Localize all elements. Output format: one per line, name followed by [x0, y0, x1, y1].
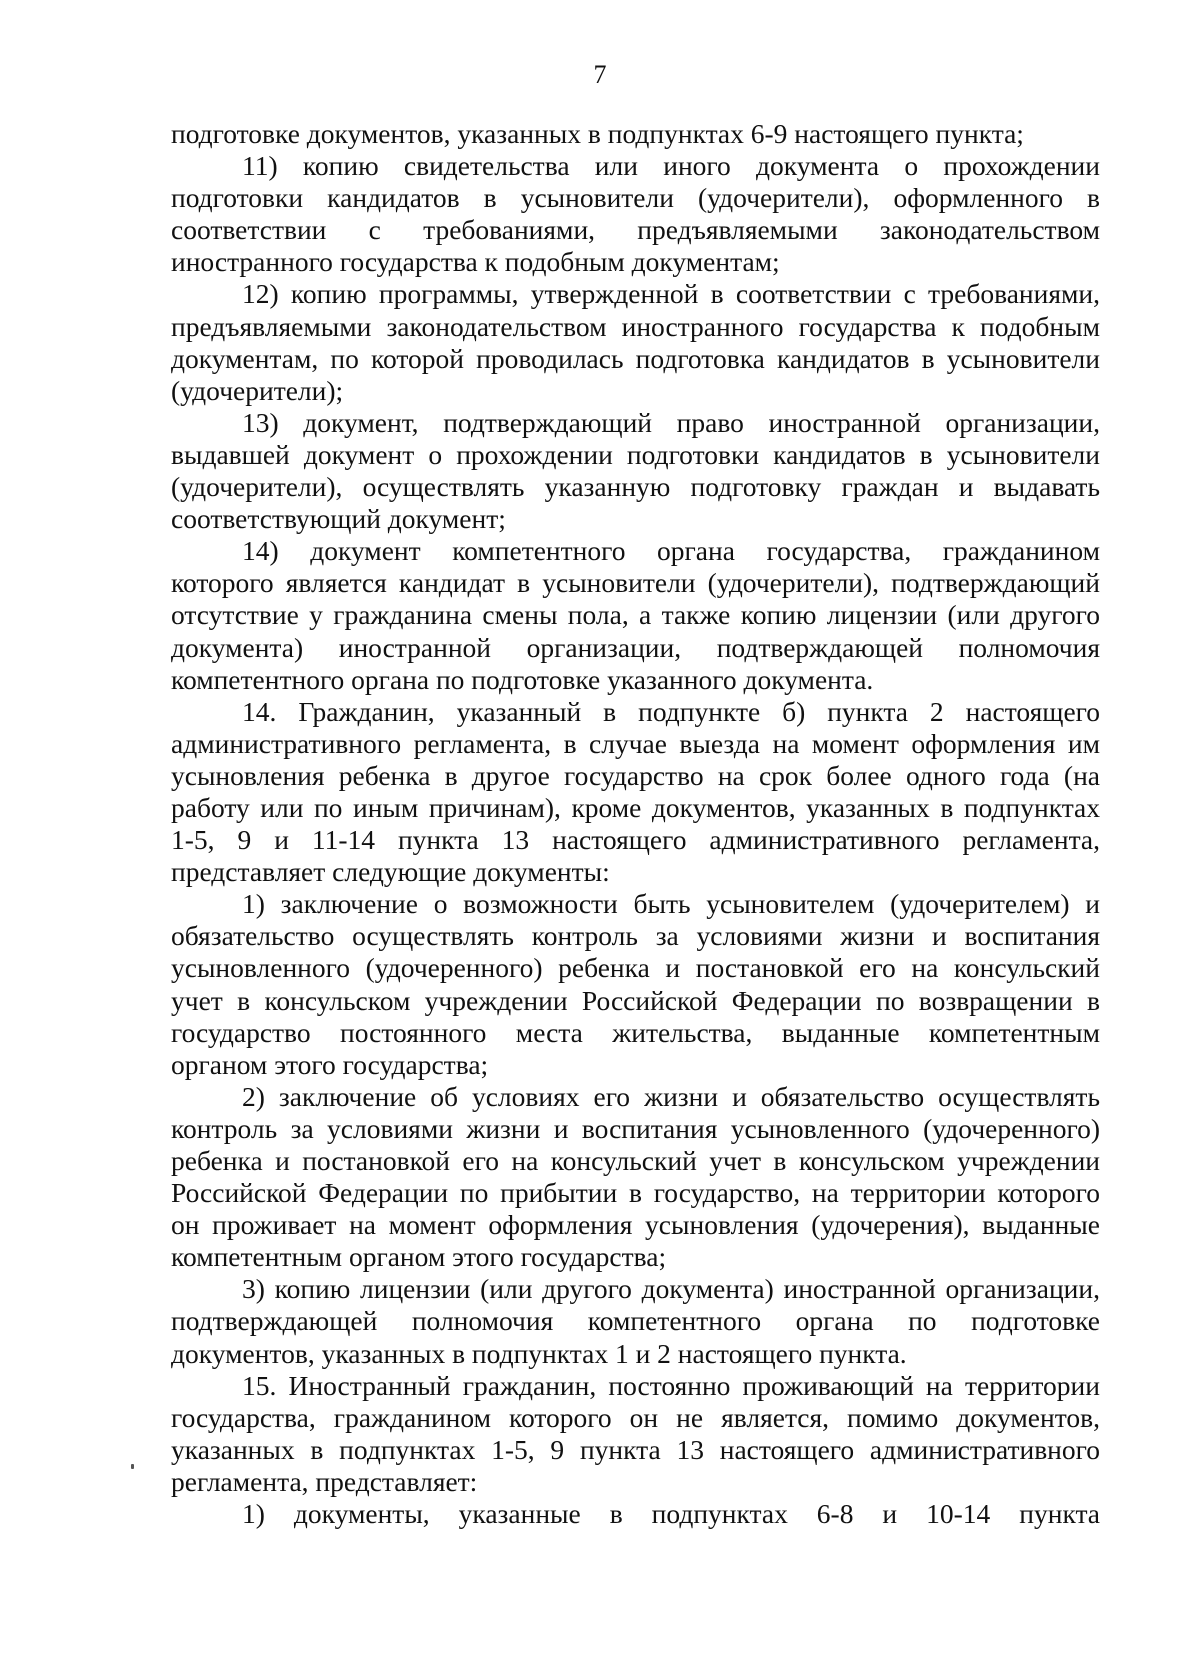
text-line: государства, гражданином которого он не является, помимо документов,	[171, 1401, 1100, 1433]
text-line: компетентным органом этого государства;	[171, 1241, 667, 1273]
text-line: 13) документ, подтверждающий право иностранной организации,	[242, 406, 1100, 438]
text-line: иностранного государства к подобным документам;	[171, 246, 780, 278]
text-line: государство постоянного места жительства, выданные компетентным	[171, 1016, 1100, 1048]
text-line: 15. Иностранный гражданин, постоянно проживающий на территории	[242, 1369, 1100, 1401]
text-line: подтверждающей полномочия компетентного органа по подготовке	[171, 1305, 1100, 1337]
text-line: подготовки кандидатов в усыновители (удочерители), оформленного в	[171, 182, 1100, 214]
text-line: соответствующий документ;	[171, 503, 506, 535]
text-line: обязательство осуществлять контроль за условиями жизни и воспитания	[171, 920, 1100, 952]
text-line: 11) копию свидетельства или иного документа о прохождении	[242, 150, 1100, 182]
text-line: документа) иностранной организации, подтверждающей полномочия	[171, 631, 1100, 663]
text-line: которого является кандидат в усыновители (удочерители), подтверждающий	[171, 567, 1100, 599]
text-line: усыновленного (удочеренного) ребенка и постановкой его на консульский	[171, 952, 1100, 984]
text-line: 1) заключение о возможности быть усыновителем (удочерителем) и	[242, 888, 1100, 920]
text-line: документов, указанных в подпунктах 1 и 2 настоящего пункта.	[171, 1337, 907, 1369]
text-line: 14) документ компетентного органа государства, гражданином	[242, 535, 1100, 567]
text-line: регламента, представляет:	[171, 1465, 478, 1497]
text-line: ребенка и постановкой его на консульский учет в консульском учреждении	[171, 1145, 1100, 1176]
text-line: (удочерители), осуществлять указанную подготовку граждан и выдавать	[171, 471, 1100, 503]
text-line: 14. Гражданин, указанный в подпункте б) пункта 2 настоящего	[242, 695, 1100, 727]
text-line: 12) копию программы, утвержденной в соответствии с требованиями,	[242, 278, 1100, 310]
text-line: учет в консульском учреждении Российской Федерации по возвращении в	[171, 984, 1100, 1016]
text-line: Российской Федерации по прибытии в государство, на территории которого	[171, 1177, 1100, 1209]
text-line: органом этого государства;	[171, 1048, 489, 1080]
text-line: он проживает на момент оформления усыновления (удочерения), выданные	[171, 1209, 1100, 1241]
text-line: работу или по иным причинам), кроме документов, указанных в подпунктах	[171, 791, 1100, 823]
text-line: указанных в подпунктах 1-5, 9 пункта 13 настоящего административного	[171, 1433, 1100, 1465]
text-line: документам, по которой проводилась подготовка кандидатов в усыновители	[171, 342, 1100, 374]
text-line: 1-5, 9 и 11-14 пункта 13 настоящего административного регламента,	[171, 824, 1100, 856]
text-line: предъявляемыми законодательством иностранного государства к подобным	[171, 310, 1100, 342]
document-body	[171, 118, 1100, 1530]
text-line: подготовке документов, указанных в подпунктах 6-9 настоящего пункта;	[171, 118, 1024, 149]
text-line: представляет следующие документы:	[171, 856, 610, 888]
text-line: соответствии с требованиями, предъявляемыми законодательством	[171, 214, 1100, 246]
text-line: компетентного органа по подготовке указанного документа.	[171, 663, 874, 695]
text-line: 1) документы, указанные в подпунктах 6-8 и 10-14 пункта	[242, 1498, 1100, 1530]
page-number: 7	[593, 60, 607, 89]
scan-speck	[131, 1464, 134, 1469]
text-line: 2) заключение об условиях его жизни и обязательство осуществлять	[242, 1080, 1100, 1112]
text-line: выдавшей документ о прохождении подготовки кандидатов в усыновители	[171, 438, 1100, 470]
text-line: (удочерители);	[171, 374, 344, 406]
text-line: контроль за условиями жизни и воспитания усыновленного (удочеренного)	[171, 1112, 1100, 1144]
text-line: 3) копию лицензии (или другого документа) иностранной организации,	[242, 1273, 1100, 1305]
text-line: отсутствие у гражданина смены пола, а также копию лицензии (или другого	[171, 599, 1100, 631]
text-line: административного регламента, в случае выезда на момент оформления им	[171, 727, 1100, 759]
text-line: усыновления ребенка в другое государство на срок более одного года (на	[171, 759, 1100, 791]
